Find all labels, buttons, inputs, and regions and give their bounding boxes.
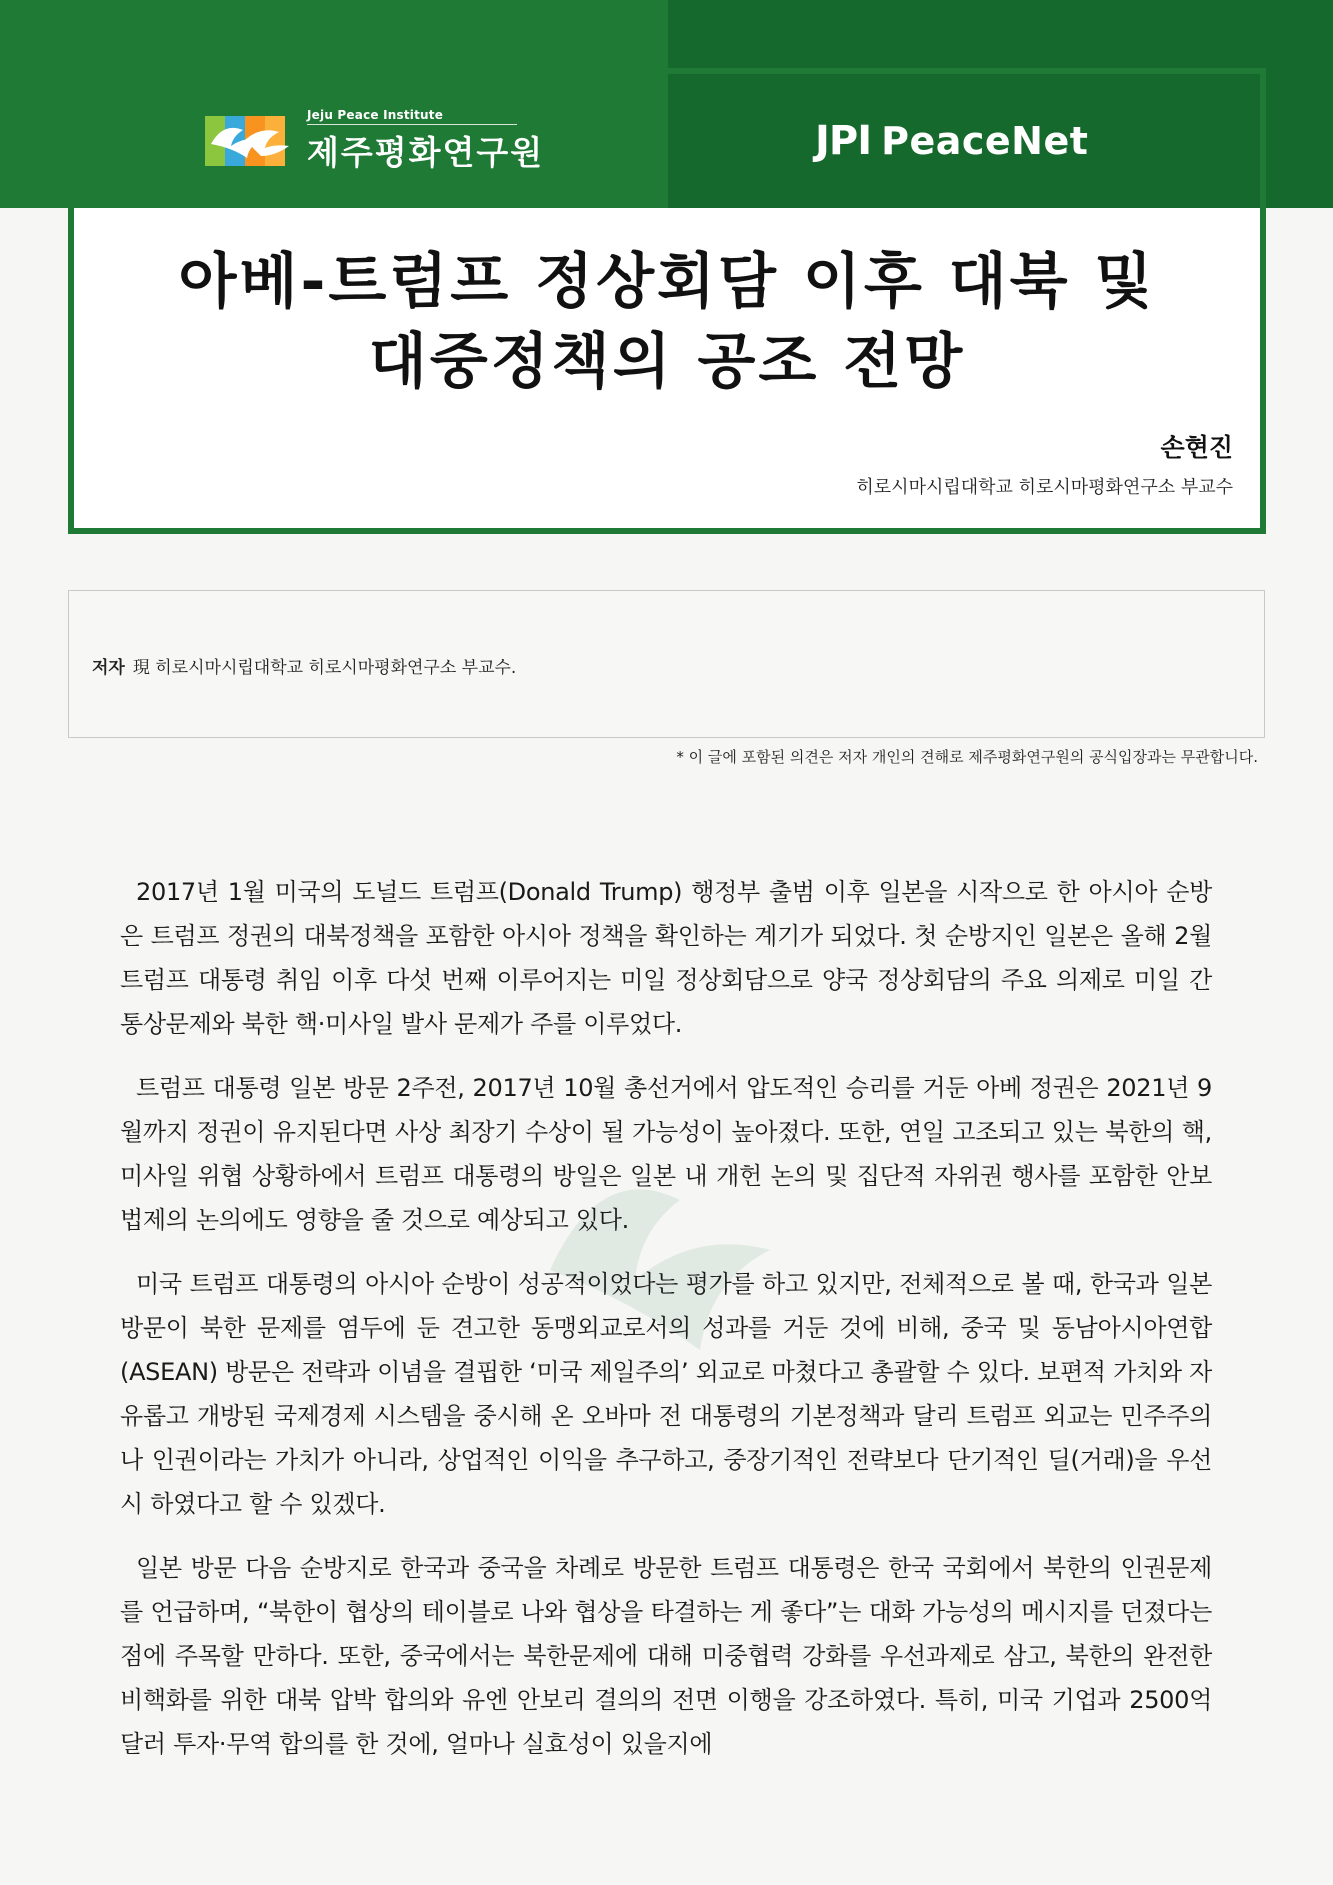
dove-logo-icon [205, 110, 297, 172]
institute-korean-name: 제주평화연구원 [307, 133, 545, 172]
author-affiliation: 히로시마시립대학교 히로시마평화연구소 부교수 [856, 477, 1233, 498]
title-line-2: 대중정책의 공조 전망 [368, 327, 966, 397]
author-name: 손현진 [1160, 433, 1233, 462]
institute-english-name: Jeju Peace Institute [307, 108, 517, 125]
paragraph-3: 미국 트럼프 대통령의 아시아 순방이 성공적이었다는 평가를 하고 있지만, 전체적으로 볼 때, 한국과 일본 방문이 북한 문제를 염두에 둔 견고한 동맹외교로서의 성과를 거둔 것에 비해, 중국 및 동남아시아연합(ASEAN) 방문은 전략과 이념을 결핍한 ‘미국 제일주의’ 외교로 마쳤다고 총괄할 수 있다. 보편적 가치와 자유롭고 개방된 국제경제 시스템을 중시해 온 오바마 전 대통령의 기본정책과 달리 트럼프 외교는 민주주의나 인권이라는 가치가 아니라, 상업적인 이익을 추구하고, 중장기적인 전략보다 단기적인 딜(거래)을 우선시 하였다고 할 수 있겠다. [120, 1270, 1212, 1518]
author-info-text: 現 히로시마시립대학교 히로시마평화연구소 부교수. [132, 658, 517, 678]
peacenet-wordmark: PeaceNet [881, 119, 1089, 163]
author-info-line [92, 653, 516, 678]
page-title [74, 242, 1260, 402]
paragraph-4: 일본 방문 다음 순방지로 한국과 중국을 차례로 방문한 트럼프 대통령은 한국 국회에서 북한의 인권문제를 언급하며, “북한이 협상의 테이블로 나와 협상을 타결하는 게 좋다”는 대화 가능성의 메시지를 던졌다는 점에 주목할 만하다. 또한, 중국에서는 북한문제에 대해 미중협력 강화를 우선과제로 삼고, 북한의 완전한 비핵화를 위한 대북 압박 합의와 유엔 안보리 결의의 전면 이행을 강조하였다. 특히, 미국 기업과 2500억 달러 투자·무역 합의를 한 것에, 얼마나 실효성이 있을지에 [120, 1554, 1212, 1758]
jeju-peace-institute-logo [205, 108, 544, 174]
peacenet-logo [815, 116, 1088, 166]
article-body [120, 870, 1212, 1786]
paragraph-2: 트럼프 대통령 일본 방문 2주전, 2017년 10월 총선거에서 압도적인 승리를 거둔 아베 정권은 2021년 9월까지 정권이 유지된다면 사상 최장기 수상이 될 가능성이 높아졌다. 또한, 연일 고조되고 있는 북한의 핵, 미사일 위협 상황하에서 트럼프 대통령의 방일은 일본 내 개헌 논의 및 집단적 자위권 행사를 포함한 안보법제의 논의에도 영향을 줄 것으로 예상되고 있다. [120, 1074, 1212, 1234]
paragraph-1: 2017년 1월 미국의 도널드 트럼프(Donald Trump) 행정부 출범 이후 일본을 시작으로 한 아시아 순방은 트럼프 정권의 대북정책을 포함한 아시아 정책을 확인하는 계기가 되었다. 첫 순방지인 일본은 올해 2월 트럼프 대통령 취임 이후 다섯 번째 이루어지는 미일 정상회담으로 양국 정상회담의 주요 의제로 미일 간 통상문제와 북한 핵·미사일 발사 문제가 주를 이루었다. [120, 878, 1212, 1038]
title-line-1: 아베-트럼프 정상회담 이후 대북 및 [178, 247, 1156, 317]
author-info-label: 저자 [92, 658, 125, 678]
disclaimer: * 이 글에 포함된 의견은 저자 개인의 견해로 제주평화연구원의 공식입장과는 무관합니다. [676, 748, 1258, 766]
jpi-wordmark: JPI [815, 118, 872, 164]
